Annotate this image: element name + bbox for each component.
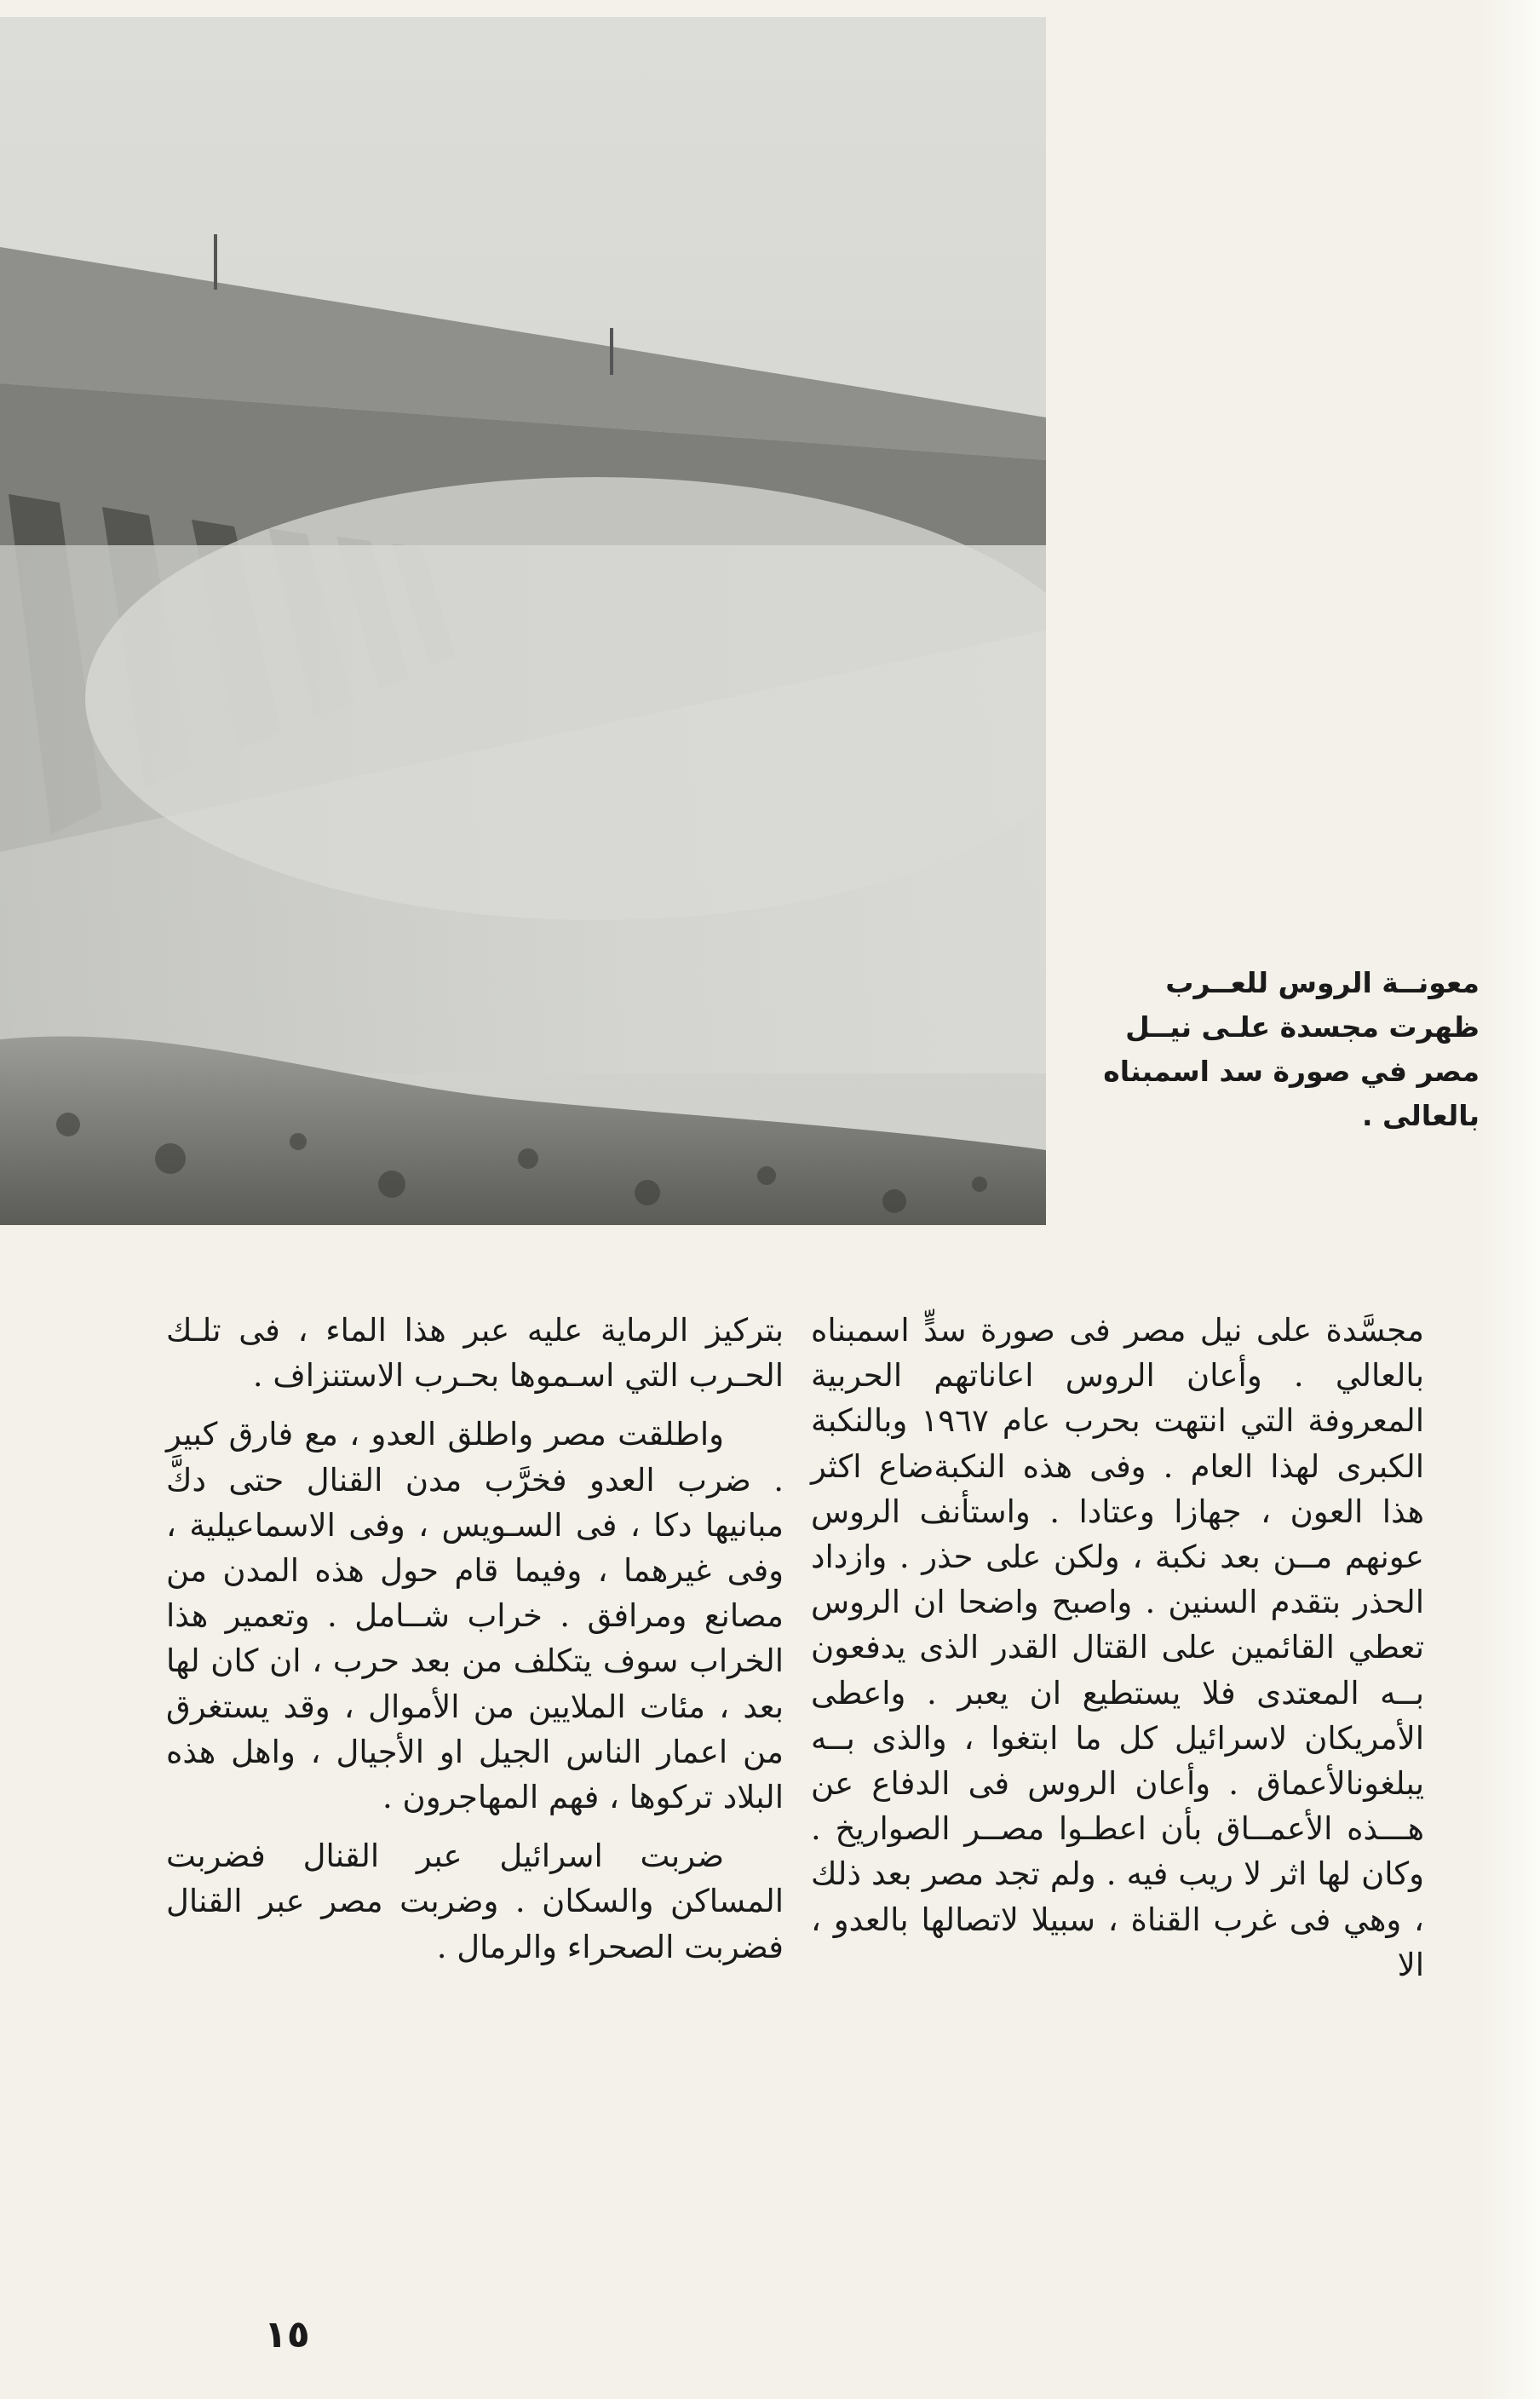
paragraph: مجسَّدة على نيل مصر فى صورة سدٍّ اسمبناه بالعالي . وأعان الروس اعاناتهم الحربية المعروفة التي انتهت بحرب عام ١٩٦٧ وبالنكبة الكبرى لهذا العام . وفى هذه النكبةضاع اكثر هذا العون ، جهازا وعتادا . واستأنف الروس عونهم مــن بعد نكبة ، ولكن على حذر . وازداد الحذر بتقدم السنين . واصبح واضحا ان الروس تعطي القائمين على القتال القدر الذى يدفعون بــه المعتدى فلا يستطيع ان يعبر . واعطى الأمريكان لاسرائيل كل ما ابتغوا ، والذى بــه يبلغونالأعماق . وأعان الروس فى الدفاع عن هـــذه الأعمــاق بأن اعطـوا مصــر الصواريخ . وكان لها اثر لا ريب فيه . ولم تجد مصر بعد ذلك ، وهي فى غرب القناة ، سبيلا لاتصالها بالعدو ، الا: [811, 1312, 1425, 1983]
paragraph: بتركيز الرماية عليه عبر هذا الماء ، فى تلـك الحـرب التي اسـموها بحـرب الاستنزاف .: [166, 1312, 784, 1395]
caption-line: بالعالى .: [1362, 1099, 1480, 1132]
dam-photo-drawing: [0, 17, 1046, 1225]
caption-line: ظهرت مجسدة علـى نيــل: [1125, 1010, 1480, 1044]
caption-line: معونــة الروس للعــرب: [1165, 966, 1480, 999]
paragraph: ضربت اسرائيل عبر القنال فضربت المساكن والسكان . وضربت مصر عبر القنال فضربت الصحراء والرمال .: [166, 1838, 784, 1965]
caption-line: مصر في صورة سد اسمبناه: [1103, 1055, 1480, 1088]
article-column-right: [811, 1308, 1424, 2001]
dam-photo: [0, 17, 1046, 1225]
page-number: ١٥: [264, 2313, 310, 2356]
article-column-left: [166, 1308, 784, 1983]
photo-caption: [1092, 961, 1480, 1138]
page-edge: [1480, 0, 1540, 2399]
paragraph: واطلقت مصر واطلق العدو ، مع فارق كبير . ضرب العدو فخرَّب مدن القنال حتى دكَّ مبانيها دكا ، فى السـويس ، وفى الاسماعيلية ، وفى غيرهما ، وفيما قام حول هذه المدن من مصانع ومرافق . خراب شــامل . وتعمير هذا الخراب سوف يتكلف من بعد حرب ، ان كان لها بعد ، مئات الملايين من الأموال ، وقد يستغرق من اعمار الناس الجيل او الأجيال ، واهل هذه البلاد تركوها ، فهم المهاجرون .: [166, 1416, 784, 1816]
